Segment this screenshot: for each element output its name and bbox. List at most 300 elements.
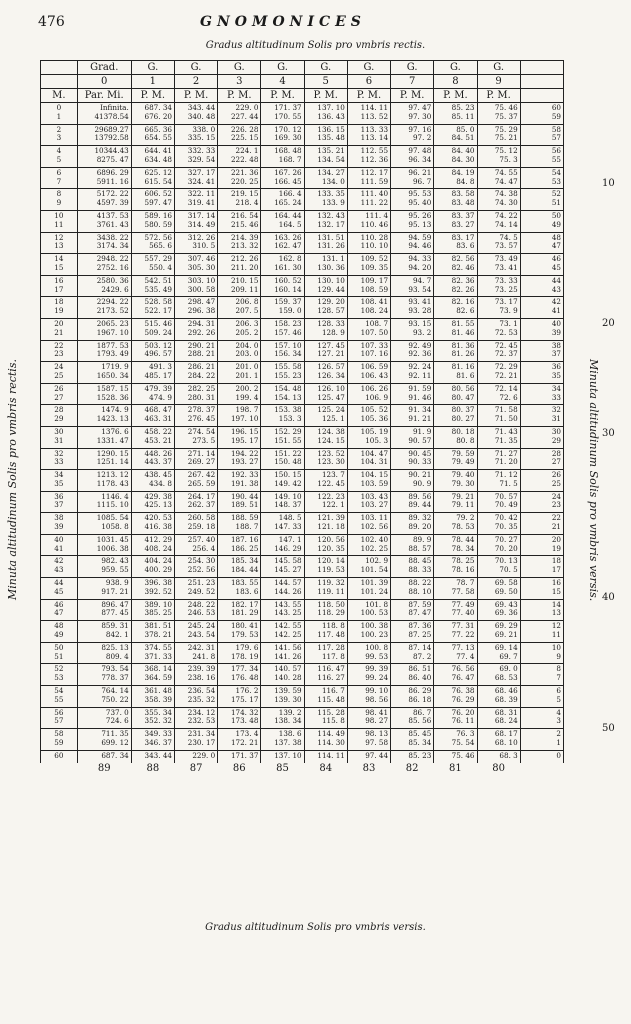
cell-value: 230. 17 bbox=[187, 738, 216, 748]
cell-value: 137. 10 bbox=[274, 750, 302, 760]
value-cell bbox=[218, 124, 261, 146]
parts-cell bbox=[77, 448, 131, 470]
minute-cell bbox=[41, 103, 78, 125]
cell-value: 14 bbox=[551, 599, 561, 609]
cell-value: 125. 47 bbox=[317, 392, 345, 402]
cell-value: 72. 53 bbox=[494, 327, 518, 337]
value-cell bbox=[131, 318, 174, 340]
cell-value: 74. 14 bbox=[494, 219, 518, 229]
value-cell bbox=[218, 750, 261, 762]
cell-value: 70. 42 bbox=[494, 513, 518, 523]
cell-value: 724. 6 bbox=[105, 716, 129, 726]
cell-value: 87. 47 bbox=[408, 608, 432, 618]
margin-number: 10 bbox=[602, 178, 615, 189]
cell-value: 72. 21 bbox=[494, 370, 518, 380]
table-row bbox=[41, 210, 564, 232]
value-cell bbox=[347, 534, 390, 556]
cell-value: 4 bbox=[556, 707, 561, 717]
table-row bbox=[41, 621, 564, 643]
cell-value: 1251. 14 bbox=[96, 457, 129, 467]
minute-cell bbox=[41, 686, 78, 708]
parts-cell bbox=[77, 124, 131, 146]
cell-value: 25 bbox=[54, 370, 64, 380]
cell-value: 23 bbox=[551, 500, 561, 510]
cell-value: 72. 14 bbox=[494, 383, 518, 393]
cell-value: 49 bbox=[54, 630, 64, 640]
value-cell bbox=[131, 167, 174, 189]
cell-value: 589. 16 bbox=[144, 210, 172, 220]
value-cell bbox=[174, 599, 217, 621]
value-cell bbox=[261, 491, 304, 513]
header-degree: 0 bbox=[77, 75, 131, 89]
cell-value: 665. 36 bbox=[144, 124, 172, 134]
value-cell bbox=[434, 405, 477, 427]
value-cell bbox=[477, 405, 520, 427]
value-cell bbox=[174, 275, 217, 297]
parts-cell bbox=[77, 556, 131, 578]
value-cell bbox=[347, 103, 390, 125]
value-cell bbox=[434, 426, 477, 448]
value-cell bbox=[477, 297, 520, 319]
cell-value: 764. 14 bbox=[101, 686, 129, 696]
cell-value: 134. 54 bbox=[317, 154, 345, 164]
value-cell bbox=[347, 405, 390, 427]
parts-cell bbox=[77, 340, 131, 362]
value-cell bbox=[131, 750, 174, 762]
cell-value: 82. 56 bbox=[451, 254, 475, 264]
cell-value: 6 bbox=[556, 686, 561, 696]
cell-value: 4137. 53 bbox=[96, 210, 129, 220]
cell-value: 412. 29 bbox=[144, 534, 172, 544]
cell-value: 37 bbox=[54, 500, 64, 510]
cell-value: 8275. 47 bbox=[96, 154, 129, 164]
table-row bbox=[41, 232, 564, 254]
cell-value: 303. 10 bbox=[187, 275, 216, 285]
cell-value: 94. 20 bbox=[408, 262, 432, 272]
cell-value: 30 bbox=[551, 426, 561, 436]
cell-value: 103. 27 bbox=[360, 500, 389, 510]
cell-value: 71. 12 bbox=[494, 470, 518, 480]
cell-value: 5 bbox=[556, 694, 561, 704]
cell-value: 100. 8 bbox=[365, 642, 389, 652]
cell-value: 0 bbox=[56, 103, 62, 112]
cell-value: 699. 12 bbox=[101, 738, 129, 748]
value-cell bbox=[434, 340, 477, 362]
cell-value: 737. 0 bbox=[105, 707, 129, 717]
parts-cell bbox=[77, 686, 131, 708]
parts-cell bbox=[77, 275, 131, 297]
value-cell bbox=[434, 556, 477, 578]
header-blank bbox=[520, 75, 563, 89]
cell-value: 106. 9 bbox=[365, 392, 389, 402]
cell-value: 327. 17 bbox=[187, 167, 216, 177]
value-cell bbox=[434, 448, 477, 470]
value-cell bbox=[218, 210, 261, 232]
cell-value: 300. 58 bbox=[187, 284, 216, 294]
cell-value: 33 bbox=[54, 457, 64, 467]
cell-value: 70. 35 bbox=[494, 522, 518, 532]
header-grad: G. bbox=[174, 61, 217, 75]
cell-value: 163. 26 bbox=[274, 232, 302, 242]
cell-value: 128. 57 bbox=[317, 306, 345, 316]
cell-value: 1115. 10 bbox=[96, 500, 129, 510]
cell-value: 184. 44 bbox=[230, 565, 259, 575]
cell-value: 121. 18 bbox=[317, 522, 345, 532]
value-cell bbox=[218, 383, 261, 405]
cell-value: 168. 48 bbox=[274, 146, 302, 156]
cell-value: 1423. 13 bbox=[96, 414, 129, 424]
cell-value: 676. 20 bbox=[144, 111, 172, 121]
cell-value: 80. 56 bbox=[451, 383, 475, 393]
cell-value: 245. 24 bbox=[187, 621, 216, 631]
value-cell bbox=[261, 556, 304, 578]
cell-value: 11 bbox=[54, 219, 64, 229]
value-cell bbox=[347, 642, 390, 664]
value-cell bbox=[477, 232, 520, 254]
cell-value: 82. 26 bbox=[451, 284, 475, 294]
cell-value: 75. 12 bbox=[494, 146, 518, 156]
cell-value: 3438. 22 bbox=[96, 232, 129, 242]
minute-right-cell bbox=[520, 707, 563, 729]
cell-value: 222. 48 bbox=[230, 154, 259, 164]
value-cell bbox=[477, 470, 520, 492]
cell-value: 416. 38 bbox=[144, 522, 172, 532]
cell-value: 133. 35 bbox=[317, 189, 345, 199]
value-cell bbox=[434, 470, 477, 492]
cell-value: 76. 11 bbox=[451, 716, 475, 726]
value-cell bbox=[131, 642, 174, 664]
cell-value: 91. 59 bbox=[408, 383, 432, 393]
value-cell bbox=[174, 210, 217, 232]
cell-value: 129. 44 bbox=[317, 284, 345, 294]
cell-value: 80. 47 bbox=[451, 392, 475, 402]
cell-value: 188. 7 bbox=[235, 522, 259, 532]
value-cell bbox=[477, 578, 520, 600]
cell-value: 127. 21 bbox=[317, 349, 345, 359]
cell-value: 239. 39 bbox=[187, 664, 216, 674]
minute-right-cell bbox=[520, 750, 563, 762]
header-degree: 7 bbox=[391, 75, 434, 89]
cell-value: 73. 25 bbox=[494, 284, 518, 294]
cell-value: 105. 3 bbox=[365, 435, 389, 445]
cell-value: 1587. 15 bbox=[96, 383, 129, 393]
cell-value: 60 bbox=[54, 750, 64, 760]
cell-value: 15 bbox=[551, 586, 561, 596]
cell-value: 132. 43 bbox=[317, 210, 345, 220]
cell-value: 76. 3 bbox=[456, 729, 475, 739]
minute-right-cell bbox=[520, 642, 563, 664]
table-row bbox=[41, 362, 564, 384]
value-cell bbox=[304, 642, 347, 664]
cell-value: 1213. 12 bbox=[96, 470, 129, 480]
value-cell bbox=[434, 103, 477, 125]
cell-value: 6896. 29 bbox=[96, 167, 129, 177]
cell-value: 119. 53 bbox=[317, 565, 345, 575]
value-cell bbox=[131, 729, 174, 751]
value-cell bbox=[391, 254, 434, 276]
table-row bbox=[41, 664, 564, 686]
minute-right-cell bbox=[520, 491, 563, 513]
value-cell bbox=[218, 167, 261, 189]
cell-value: 120. 14 bbox=[317, 556, 345, 566]
value-cell bbox=[174, 318, 217, 340]
cell-value: 91. 46 bbox=[408, 392, 432, 402]
cell-value: 711. 35 bbox=[101, 729, 129, 739]
top-title: Gradus altitudinum Solis pro vmbris rectis. bbox=[205, 40, 426, 51]
cell-value: 53 bbox=[54, 673, 64, 683]
minute-right-cell bbox=[520, 254, 563, 276]
cell-value: 119. 11 bbox=[317, 586, 345, 596]
cell-value: Infinita. bbox=[100, 103, 129, 112]
cell-value: 56 bbox=[54, 707, 64, 717]
value-cell bbox=[477, 362, 520, 384]
cell-value: 243. 54 bbox=[187, 630, 216, 640]
cell-value: 231. 34 bbox=[187, 729, 216, 739]
cell-value: 44 bbox=[551, 275, 561, 285]
header-grad-row bbox=[41, 61, 564, 75]
minute-right-cell bbox=[520, 146, 563, 168]
cell-value: 82. 6 bbox=[456, 306, 475, 316]
cell-value: 298. 47 bbox=[187, 297, 216, 307]
value-cell bbox=[131, 210, 174, 232]
table-row bbox=[41, 686, 564, 708]
value-cell bbox=[304, 750, 347, 762]
cell-value: 175. 17 bbox=[230, 694, 259, 704]
parts-cell bbox=[77, 383, 131, 405]
footer-degree: 83 bbox=[362, 762, 376, 774]
cell-value: 85. 34 bbox=[408, 738, 432, 748]
value-cell bbox=[261, 426, 304, 448]
minute-right-cell bbox=[520, 534, 563, 556]
value-cell bbox=[174, 362, 217, 384]
cell-value: 87. 59 bbox=[408, 599, 432, 609]
value-cell bbox=[391, 534, 434, 556]
value-cell bbox=[347, 210, 390, 232]
value-cell bbox=[131, 578, 174, 600]
cell-value: 74. 5 bbox=[499, 232, 518, 242]
cell-value: 70. 49 bbox=[494, 500, 518, 510]
value-cell bbox=[391, 146, 434, 168]
value-cell bbox=[477, 146, 520, 168]
value-cell bbox=[131, 621, 174, 643]
value-cell bbox=[347, 232, 390, 254]
cell-value: 2294. 22 bbox=[96, 297, 129, 307]
value-cell bbox=[174, 340, 217, 362]
value-cell bbox=[218, 297, 261, 319]
cell-value: 877. 45 bbox=[101, 608, 129, 618]
cell-value: 3761. 43 bbox=[96, 219, 129, 229]
value-cell bbox=[131, 362, 174, 384]
minute-cell bbox=[41, 534, 78, 556]
cell-value: 176. 48 bbox=[230, 673, 259, 683]
value-cell bbox=[131, 189, 174, 211]
cell-value: 58 bbox=[54, 729, 64, 739]
cell-value: 70. 20 bbox=[494, 543, 518, 553]
value-cell bbox=[131, 470, 174, 492]
value-cell bbox=[218, 318, 261, 340]
cell-value: 170. 12 bbox=[274, 124, 302, 134]
cell-value: 276. 45 bbox=[187, 414, 216, 424]
cell-value: 125. 1 bbox=[321, 414, 345, 424]
cell-value: 97. 48 bbox=[408, 146, 432, 156]
minute-right-cell bbox=[520, 599, 563, 621]
value-cell bbox=[261, 340, 304, 362]
cell-value: 201. 1 bbox=[235, 370, 259, 380]
cell-value: 145. 27 bbox=[274, 565, 302, 575]
cell-value: 1146. 4 bbox=[101, 491, 129, 501]
cell-value: 438. 45 bbox=[144, 470, 172, 480]
cell-value: 82. 46 bbox=[451, 262, 475, 272]
cell-value: 107. 50 bbox=[360, 327, 389, 337]
minute-right-cell bbox=[520, 124, 563, 146]
value-cell bbox=[304, 491, 347, 513]
value-cell bbox=[434, 513, 477, 535]
value-cell bbox=[347, 621, 390, 643]
cell-value: 2 bbox=[56, 124, 62, 134]
parts-cell bbox=[77, 232, 131, 254]
cell-value: 78. 34 bbox=[451, 543, 475, 553]
cell-value: 84. 30 bbox=[451, 154, 475, 164]
margin-number: 40 bbox=[602, 592, 615, 603]
cell-value: 74. 38 bbox=[494, 189, 518, 199]
minute-right-cell bbox=[520, 340, 563, 362]
minute-right-cell bbox=[520, 513, 563, 535]
value-cell bbox=[131, 513, 174, 535]
cell-value: 0 bbox=[556, 750, 561, 760]
cell-value: 77. 49 bbox=[451, 599, 475, 609]
cell-value: 79. 59 bbox=[451, 448, 475, 458]
cell-value: 3 bbox=[56, 133, 62, 143]
cell-value: 99. 39 bbox=[365, 664, 389, 674]
value-cell bbox=[434, 189, 477, 211]
cell-value: 92. 36 bbox=[408, 349, 432, 359]
value-cell bbox=[477, 189, 520, 211]
cell-value: 88. 45 bbox=[408, 556, 432, 566]
value-cell bbox=[261, 534, 304, 556]
parts-cell bbox=[77, 103, 131, 125]
cell-value: 458. 22 bbox=[144, 426, 172, 436]
value-cell bbox=[218, 254, 261, 276]
table-row bbox=[41, 383, 564, 405]
cell-value: 80. 27 bbox=[451, 414, 475, 424]
cell-value: 130. 10 bbox=[317, 275, 345, 285]
cell-value: 83. 37 bbox=[451, 210, 475, 220]
cell-value: 90. 33 bbox=[408, 457, 432, 467]
value-cell bbox=[131, 491, 174, 513]
cell-value: 68. 10 bbox=[494, 738, 518, 748]
cell-value: 265. 59 bbox=[187, 478, 216, 488]
cell-value: 917. 21 bbox=[101, 586, 129, 596]
cell-value: 73. 57 bbox=[494, 241, 518, 251]
cell-value: 1793. 49 bbox=[96, 349, 129, 359]
header-unit: P. M. bbox=[304, 89, 347, 103]
cell-value: 114. 11 bbox=[317, 750, 345, 760]
cell-value: 91. 21 bbox=[408, 414, 432, 424]
value-cell bbox=[261, 103, 304, 125]
cell-value: 80. 37 bbox=[451, 405, 475, 415]
cell-value: 280. 31 bbox=[187, 392, 216, 402]
cell-value: 174. 32 bbox=[230, 707, 259, 717]
value-cell bbox=[174, 534, 217, 556]
cell-value: 69. 7 bbox=[499, 651, 518, 661]
cell-value: 122. 23 bbox=[317, 491, 345, 501]
value-cell bbox=[347, 362, 390, 384]
cell-value: 68. 53 bbox=[494, 673, 518, 683]
cell-value: 115. 48 bbox=[317, 694, 345, 704]
cell-value: 118. 8 bbox=[321, 621, 345, 631]
cell-value: 361. 48 bbox=[144, 686, 172, 696]
value-cell bbox=[174, 189, 217, 211]
minute-right-cell bbox=[520, 426, 563, 448]
cell-value: 131. 1 bbox=[321, 254, 345, 264]
cell-value: 140. 57 bbox=[274, 664, 302, 674]
value-cell bbox=[261, 750, 304, 762]
cell-value: 201. 0 bbox=[235, 362, 259, 372]
cell-value: 271. 14 bbox=[187, 448, 216, 458]
cell-value: 81. 26 bbox=[451, 349, 475, 359]
cell-value: 171. 37 bbox=[230, 750, 259, 760]
cell-value: 101. 54 bbox=[360, 565, 389, 575]
cell-value: 106. 26 bbox=[360, 383, 389, 393]
cell-value: 79. 49 bbox=[451, 457, 475, 467]
cell-value: 49 bbox=[551, 219, 561, 229]
table-row bbox=[41, 124, 564, 146]
cell-value: 75. 46 bbox=[494, 103, 518, 112]
value-cell bbox=[477, 534, 520, 556]
cell-value: 87. 14 bbox=[408, 642, 432, 652]
cell-value: 32 bbox=[54, 448, 64, 458]
cell-value: 137. 10 bbox=[317, 103, 345, 112]
value-cell bbox=[304, 232, 347, 254]
cell-value: 116. 47 bbox=[317, 664, 345, 674]
cell-value: 99. 24 bbox=[365, 673, 389, 683]
cell-value: 92. 11 bbox=[408, 370, 432, 380]
cell-value: 78. 25 bbox=[451, 556, 475, 566]
cell-value: 74. 30 bbox=[494, 198, 518, 208]
cell-value: 89. 9 bbox=[412, 534, 432, 544]
value-cell bbox=[347, 254, 390, 276]
value-cell bbox=[434, 599, 477, 621]
cell-value: 77. 58 bbox=[451, 586, 475, 596]
value-cell bbox=[391, 750, 434, 762]
value-cell bbox=[434, 729, 477, 751]
value-cell bbox=[261, 232, 304, 254]
cell-value: 104. 15 bbox=[360, 470, 389, 480]
cell-value: 59 bbox=[551, 111, 561, 121]
cell-value: 95. 26 bbox=[408, 210, 432, 220]
cell-value: 37 bbox=[551, 349, 561, 359]
value-cell bbox=[131, 426, 174, 448]
side-caption-right: Minuta altitudinum Solis pro vmbris versis. bbox=[587, 358, 600, 602]
cell-value: 73. 41 bbox=[494, 262, 518, 272]
cell-value: 74. 47 bbox=[494, 176, 518, 186]
cell-value: 959. 55 bbox=[101, 565, 129, 575]
value-cell bbox=[131, 275, 174, 297]
cell-value: 94. 59 bbox=[408, 232, 432, 242]
cell-value: 35 bbox=[54, 478, 64, 488]
value-cell bbox=[347, 686, 390, 708]
cell-value: 75. 3 bbox=[499, 154, 518, 164]
cell-value: 214. 39 bbox=[230, 232, 259, 242]
cell-value: 221. 36 bbox=[230, 167, 259, 177]
cell-value: 149. 42 bbox=[274, 478, 302, 488]
cell-value: 74. 22 bbox=[494, 210, 518, 220]
value-cell bbox=[174, 686, 217, 708]
cell-value: 100. 38 bbox=[360, 621, 389, 631]
cell-value: 28 bbox=[54, 405, 64, 415]
cell-value: 90. 21 bbox=[408, 470, 432, 480]
cell-value: 425. 13 bbox=[144, 500, 172, 510]
